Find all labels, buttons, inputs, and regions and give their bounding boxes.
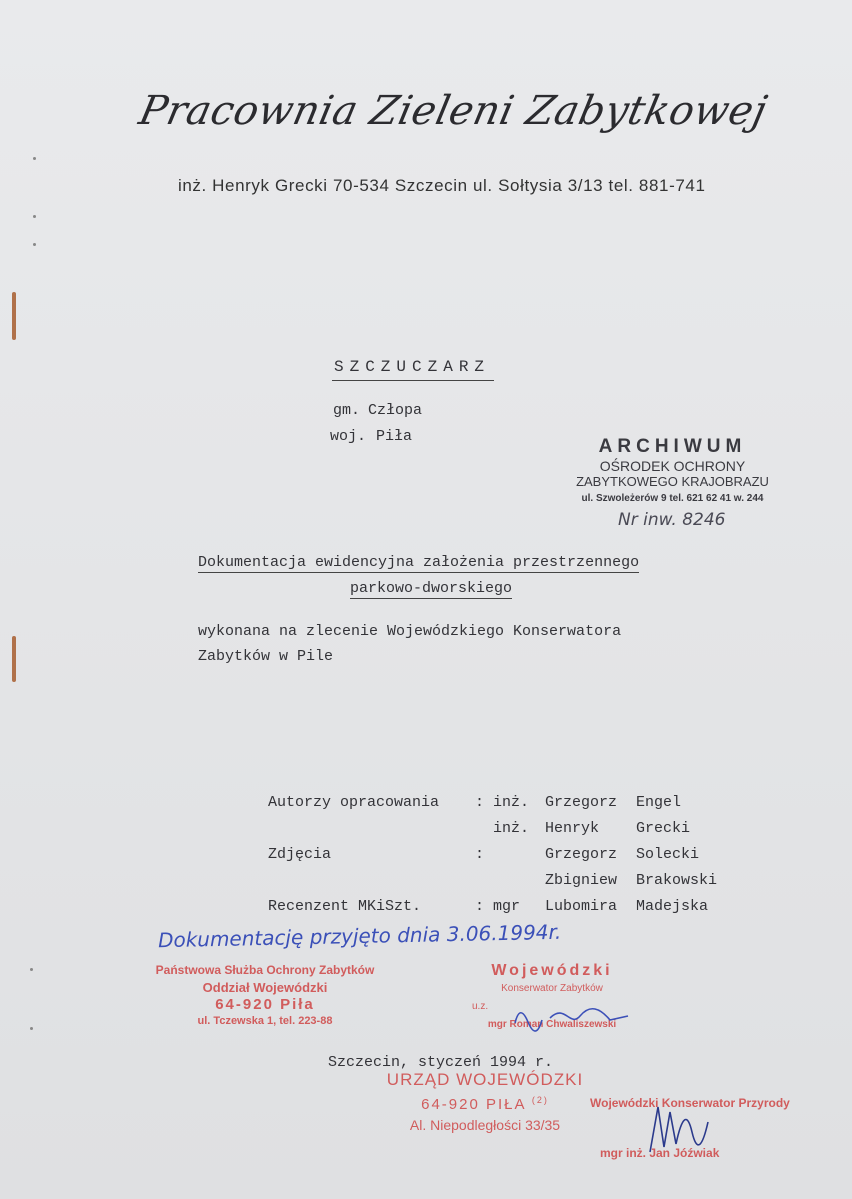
letterhead-address: inż. Henryk Grecki 70-534 Szczecin ul. Sołtysia 3/13 tel. 881-741 [178, 176, 706, 195]
credit-separator: : [475, 846, 485, 863]
archive-stamp-address: ul. Szwoleżerów 9 tel. 621 62 41 w. 244 [581, 493, 764, 504]
staple-mark-top [12, 292, 16, 340]
place-date-line: Szczecin, styczeń 1994 r. [328, 1054, 554, 1071]
credit-label: Autorzy opracowania [268, 794, 440, 811]
margin-dot [30, 1027, 33, 1030]
handwritten-acceptance-note: Dokumentację przyjęto dnia 3.06.1994r. [157, 919, 562, 953]
commission-line2: Zabytków w Pile [198, 648, 334, 665]
margin-dot [33, 157, 36, 160]
stamp-line: Oddział Wojewódzki [202, 980, 328, 995]
letterhead-title: Pracownia Zieleni Zabytkowej [135, 88, 772, 134]
stamp-postal: 64-920 PIŁA [421, 1096, 526, 1113]
credit-first-name: Henryk [545, 820, 600, 837]
credit-label: Recenzent MKiSzt. [268, 898, 422, 915]
gmina-value: Człopa [368, 402, 423, 419]
stamp-line [365, 1090, 605, 1115]
credit-last-name: Madejska [636, 898, 709, 915]
credit-first-name: Grzegorz [545, 846, 618, 863]
commission-line1: wykonana na zlecenie Wojewódzkiego Konserwatora [198, 623, 622, 640]
credit-last-name: Grecki [636, 820, 691, 837]
document-title-line2: parkowo-dworskiego [350, 580, 513, 597]
place-name: SZCZUCZARZ [332, 358, 494, 381]
stamp-line: u.z. [472, 1001, 489, 1012]
stamp-line: 64-920 Piła [215, 996, 315, 1013]
margin-dot [33, 243, 36, 246]
archive-stamp-line: ZABYTKOWEGO KRAJOBRAZU [576, 474, 769, 489]
stamp-line: mgr Roman Chwaliszewski [487, 1019, 617, 1030]
credit-prefix: inż. [493, 794, 530, 811]
archive-stamp [570, 436, 775, 504]
credit-first-name: Lubomira [545, 898, 618, 915]
signature-nature-conservator [630, 1092, 720, 1162]
credit-last-name: Engel [636, 794, 682, 811]
credit-prefix: mgr [493, 898, 521, 915]
stamp-nature-conservator-title: Wojewódzki Konserwator Przyrody [590, 1096, 790, 1110]
stamp-line: URZĄD WOJEWÓDZKI [386, 1070, 584, 1089]
stamp-line: Al. Niepodległości 33/35 [409, 1117, 561, 1133]
stamp-line: ul. Tczewska 1, tel. 223-88 [197, 1015, 333, 1027]
margin-dot [33, 215, 36, 218]
gmina-label: gm. [333, 402, 361, 419]
margin-dot [30, 968, 33, 971]
stamp-line: Konserwator Zabytków [501, 983, 603, 994]
credit-separator: : [475, 898, 485, 915]
woj-label: woj. [330, 428, 367, 445]
woj-value: Piła [376, 428, 413, 445]
credit-first-name: Zbigniew [545, 872, 618, 889]
stamp-voivodeship-office [365, 1070, 605, 1135]
document-title-line1: Dokumentacja ewidencyjna założenia przestrzennego [198, 554, 640, 571]
inventory-number: Nr inw. 8246 [618, 510, 726, 530]
staple-mark-bottom [12, 636, 16, 682]
signature-conservator [510, 998, 640, 1038]
credit-label: Zdjęcia [268, 846, 332, 863]
stamp-line: Wojewódzki [491, 962, 613, 979]
stamp-number: (2) [531, 1095, 549, 1105]
stamp-nature-conservator-name: mgr inż. Jan Jóźwiak [600, 1146, 720, 1160]
stamp-heritage-service [150, 962, 380, 1030]
archive-stamp-title: ARCHIWUM [598, 436, 747, 457]
credit-first-name: Grzegorz [545, 794, 618, 811]
credit-last-name: Brakowski [636, 872, 718, 889]
credit-prefix: inż. [493, 820, 530, 837]
stamp-line: Państwowa Służba Ochrony Zabytków [155, 963, 375, 977]
credit-last-name: Solecki [636, 846, 700, 863]
credit-separator: : [475, 794, 485, 811]
archive-stamp-line: OŚRODEK OCHRONY [599, 458, 746, 474]
